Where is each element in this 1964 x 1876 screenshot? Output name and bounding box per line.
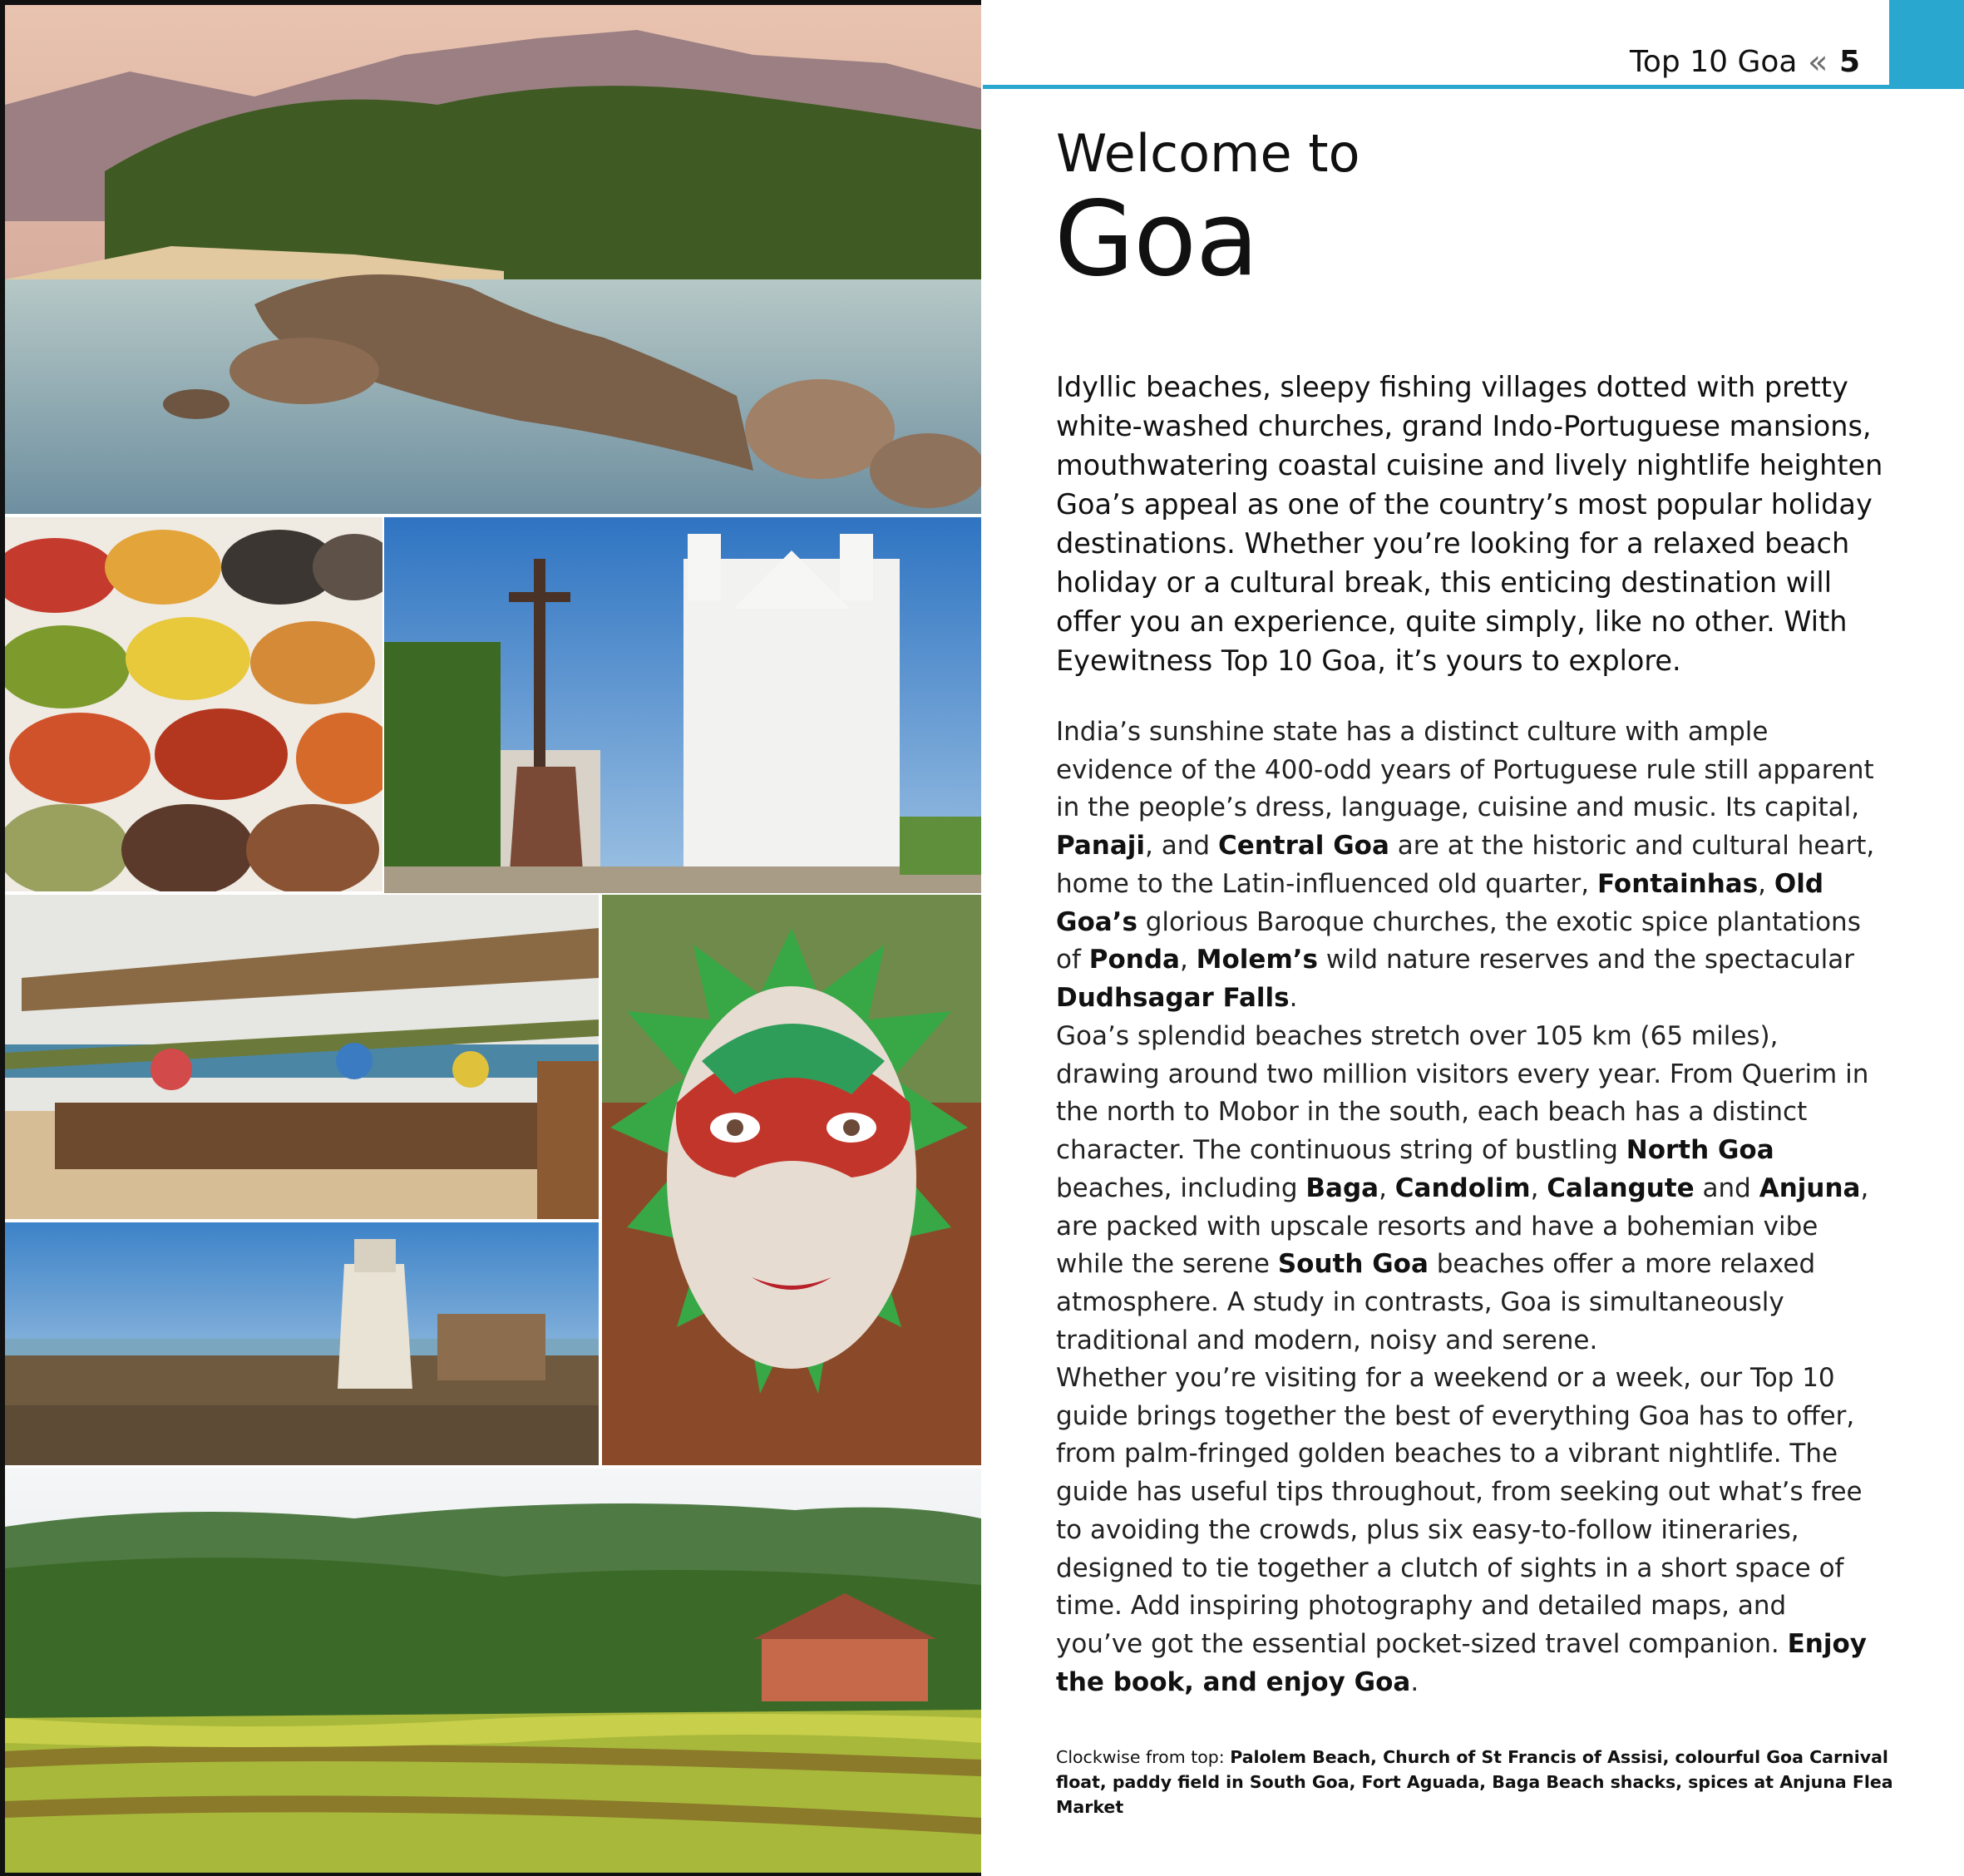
header-tab — [1889, 0, 1964, 88]
body-paragraph-1 — [1056, 713, 1879, 1018]
text-run: Whether you’re visiting for a weekend or a week, our Top 10 guide brings together the best of everything Goa has to offer, from palm-fringed golden beaches to a vibrant nightlife. The guide has useful tips throughout, from seeking out what’s free to avoiding the crowds, plus six easy-to-follow itineraries, designed to tie together a clutch of sights in a short space of time. Add inspiring photography and detailed maps, and you’ve got the essential pocket-sized travel companion. — [1056, 1363, 1863, 1659]
text-run: are at the historic and cultural heart, home to the Latin-influenced old quarter, — [1056, 831, 1875, 899]
chevron-left-icon: « — [1808, 43, 1828, 81]
place-old-goa: Old Goa’s — [1056, 868, 1824, 937]
text-run: , — [1530, 1172, 1547, 1203]
caption-lead: Clockwise from top: — [1056, 1747, 1231, 1767]
title-destination: Goa — [1054, 180, 1258, 299]
place-central-goa: Central Goa — [1217, 831, 1389, 861]
text-run: , — [1179, 945, 1197, 975]
photo-beach — [5, 5, 981, 514]
text-run: , are packed with upscale resorts and have a bohemian vibe while the serene — [1056, 1172, 1869, 1280]
page-number: 5 — [1839, 45, 1861, 79]
photo-caption — [1056, 1745, 1896, 1819]
text-run: . — [1289, 982, 1298, 1013]
place-north-goa: North Goa — [1626, 1135, 1774, 1166]
text-run: and — [1694, 1172, 1759, 1203]
body-paragraph-2 — [1056, 1018, 1879, 1360]
place-calangute: Calangute — [1547, 1172, 1695, 1203]
text-run: India’s sunshine state has a distinct culture with ample evidence of the 400-odd years of Portuguese rule still apparent in the people’s dress, language, cuisine and music. Its capital, — [1056, 717, 1874, 823]
running-head — [1630, 43, 1828, 81]
place-fontainhas: Fontainhas — [1596, 868, 1759, 899]
text-run: beaches offer a more relaxed atmosphere. A study in contrasts, Goa is simultaneously traditional and modern, noisy and serene. — [1056, 1249, 1816, 1355]
intro-paragraph: Idyllic beaches, sleepy fishing villages dotted with pretty white-washed churches, grand Indo-Portuguese mansions, mouthwatering coastal cuisine and lively nightlife heighten Goa’s appeal as one of the country’s most popular holiday destinations. Whether you’re looking for a relaxed beach holiday or a cultural break, this enticing destination will offer you an experience, quite simply, like no other. With Eyewitness Top 10 Goa, it’s yours to explore. — [1056, 371, 1883, 677]
photo-paddy-field — [5, 1469, 981, 1873]
photo-church — [384, 517, 981, 893]
text-run: , — [1758, 868, 1774, 899]
photo-fort-aguada — [5, 1222, 599, 1465]
photo-carnival-mask — [602, 895, 981, 1465]
photo-spices — [5, 517, 382, 891]
body-paragraph-3 — [1056, 1360, 1879, 1701]
place-dudhsagar-falls: Dudhsagar Falls — [1056, 982, 1290, 1013]
text-run: Goa’s splendid beaches stretch over 105 km (65 miles), drawing around two million visitors every year. From Querim in the north to Mobor in the south, each beach has a distinct character. The continuous string of bustling — [1056, 1021, 1869, 1166]
caption-text: Palolem Beach, Church of St Francis of Assisi, colourful Goa Carnival float, paddy field in South Goa, Fort Aguada, Baga Beach shacks, spices at Anjuna Flea Market — [1056, 1747, 1893, 1817]
place-panaji: Panaji — [1056, 831, 1146, 861]
text-run: . — [1410, 1666, 1419, 1697]
place-south-goa: South Goa — [1277, 1249, 1429, 1280]
text-run: , — [1379, 1172, 1395, 1203]
place-molem: Molem’s — [1196, 945, 1318, 975]
header-rule — [983, 85, 1964, 89]
text-run: beaches, including — [1056, 1172, 1306, 1203]
text-run: glorious Baroque churches, the exotic spice plantations of — [1056, 906, 1861, 975]
photo-beach-shacks — [5, 895, 599, 1219]
closing-tagline: Enjoy the book, and enjoy Goa — [1056, 1628, 1868, 1697]
place-ponda: Ponda — [1088, 945, 1180, 975]
text-run: wild nature reserves and the spectacular — [1317, 945, 1854, 975]
title-welcome: Welcome to — [1056, 123, 1360, 184]
place-candolim: Candolim — [1394, 1172, 1531, 1203]
place-anjuna: Anjuna — [1759, 1172, 1861, 1203]
running-head-text: Top 10 Goa — [1630, 45, 1798, 79]
place-baga: Baga — [1305, 1172, 1379, 1203]
text-run: , and — [1145, 831, 1218, 861]
